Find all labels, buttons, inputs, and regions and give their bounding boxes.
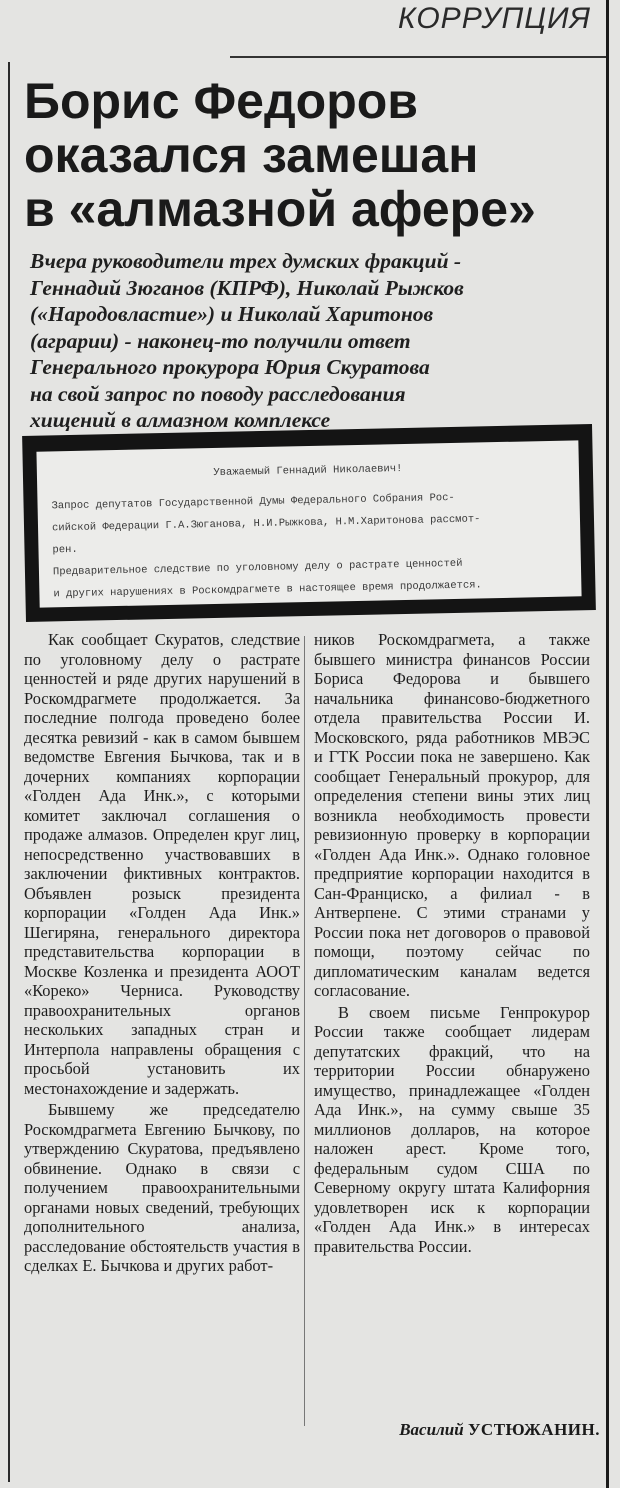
letter-line: рен. [52, 543, 78, 557]
letter-body [51, 484, 573, 605]
right-border-rule [606, 0, 609, 1488]
author-last-name: УСТЮЖАНИН. [467, 1420, 600, 1439]
article-paragraph: Как сообщает Скуратов, следствие по уголовному делу о растрате ценностей и ряде других нарушений в Роскомдрагмете продолжается. За последние полгода проведено более десятка ревизий - как в самом бывшем ведомстве Евгения Бычкова, так и в дочерних компаниях корпорации «Голден Ада Инк.», с которыми комитет заключал соглашения о продаже алмазов. Определен круг лиц, непосредственно участвовавших в заключении фиктивных контрактов. Объявлен розыск президента корпорации «Голден Ада Инк.» Шегиряна, генерального директора представительства корпорации в Москве Козленка и президента АООТ «Кореко» Черниса. Руководству правоохранительных органов нескольких западных стран и Интерпола направлены обращения с просьбой установить их местонахождение и задержать. [24, 630, 300, 1098]
letter-excerpt-inset [22, 424, 596, 622]
headline [24, 74, 594, 236]
headline-line: Борис Федоров [24, 73, 419, 129]
lead-paragraph [30, 248, 598, 434]
lead-line: Вчера руководители трех думских фракций - [30, 249, 462, 273]
letter-line: Запрос депутатов Государственной Думы Федерального Собрания Рос- [51, 491, 455, 513]
letter-excerpt-paper [36, 440, 581, 607]
rubric-label: КОРРУПЦИЯ [398, 2, 591, 35]
article-column-right [314, 630, 590, 1256]
lead-line: Геннадий Зюганов (КПРФ), Николай Рыжков [30, 275, 464, 300]
lead-line: («Народовластие») и Николай Харитонов [30, 302, 434, 326]
lead-line: Генерального прокурора Юрия Скуратова [30, 355, 430, 379]
article-paragraph-continued: ников Роскомдрагмета, а также бывшего министра финансов России Бориса Федорова и бывшего начальника финансово-бюджетного отдела правительства России И. Московского, ряда работников МВЭС и ГТК России пока не завершено. Как сообщает Генеральный прокурор, для определения степени вины этих лиц возникла необходимость провести ревизионную проверку в корпорации «Голден Ада Инк.». Однако головное предприятие корпорации находится в Сан-Франциско, а филиал - в Антверпене. С этими странами у России пока нет договоров о правовой помощи, поэтому сейчас по дипломатическим каналам ведется согласование. [314, 630, 590, 1000]
author-byline [330, 1420, 600, 1440]
column-divider [304, 636, 305, 1426]
rubric-underline [230, 56, 606, 58]
lead-line: хищений в алмазном комплексе [30, 408, 331, 432]
letter-greeting: Уважаемый Геннадий Николаевич! [213, 463, 403, 479]
headline-line: в «алмазной афере» [24, 181, 536, 237]
author-first-name: Василий [399, 1420, 464, 1439]
headline-line: оказался замешан [24, 127, 479, 183]
article-column-left [24, 630, 300, 1276]
letter-line: и других нарушениях в Роскомдрагмете в настоящее время продолжается. [53, 579, 482, 601]
article-paragraph: В своем письме Генпрокурор России также сообщает лидерам депутатских фракций, что на территории России обнаружено имущество, принадлежащее «Голден Ада Инк.», на сумму свыше 35 миллионов долларов, на которое наложен арест. Кроме того, федеральным судом США по Северному округу штата Калифорния удовлетворен иск к корпорации «Голден Ада Инк.» в интересах правительства России. [314, 1002, 590, 1256]
letter-line: сийской Федерации Г.А.Зюганова, Н.И.Рыжкова, Н.М.Харитонова рассмот- [51, 513, 481, 535]
article-paragraph: Бывшему же председателю Роскомдрагмета Евгению Бычкову, по утверждению Скуратова, предъявлено обвинение. Однако в связи с получением правоохранительными органами новых сведений, требующих дополнительного анализа, расследование обстоятельств участия в сделках Е. Бычкова и других работ- [24, 1100, 300, 1275]
left-border-rule [8, 62, 10, 1482]
lead-line: (аграрии) - наконец-то получили ответ [30, 328, 411, 353]
letter-line: Предварительное следствие по уголовному делу о растрате ценностей [52, 557, 463, 579]
lead-line: на свой запрос по поводу расследования [30, 381, 406, 406]
